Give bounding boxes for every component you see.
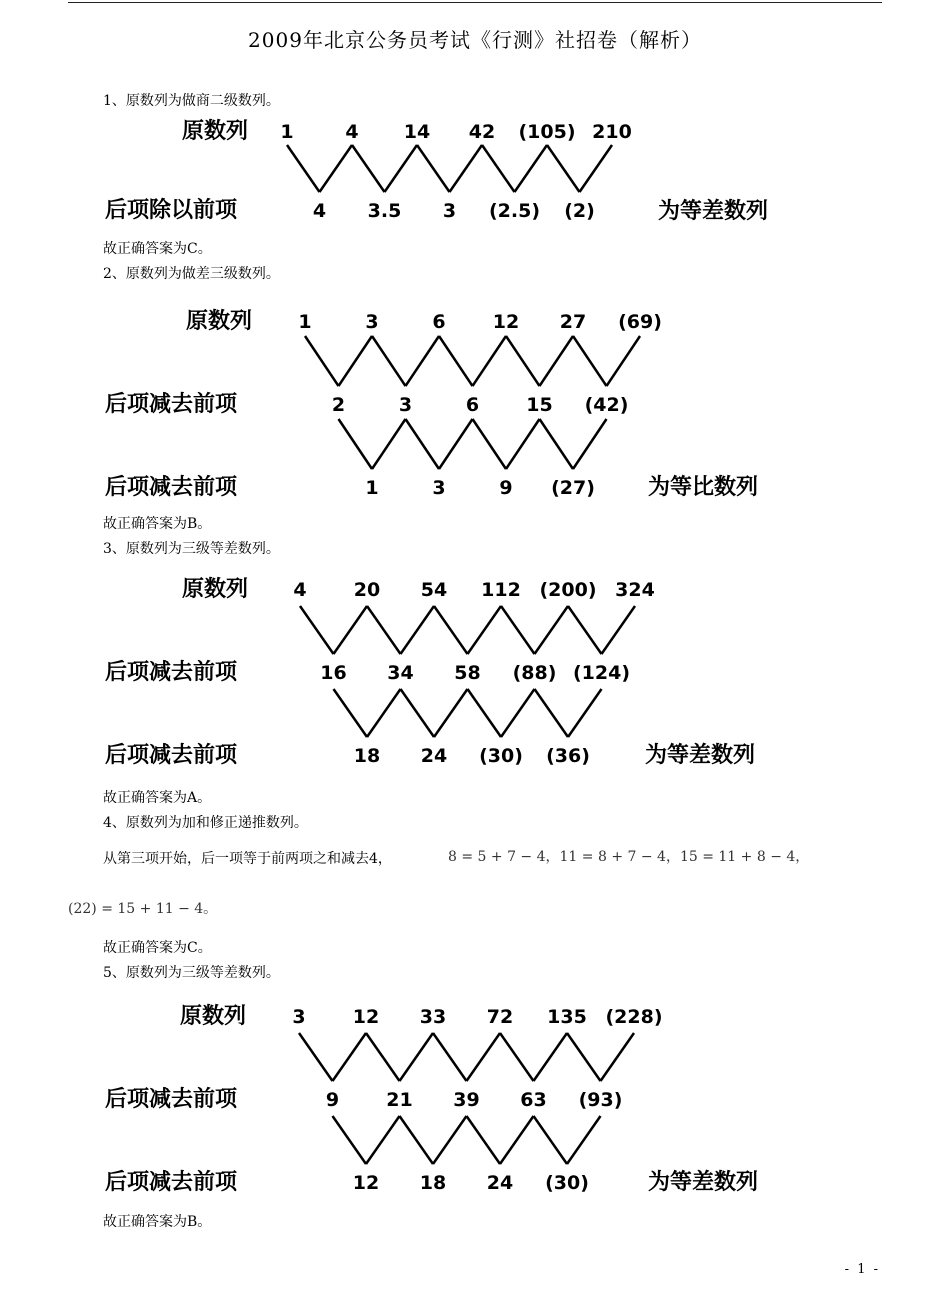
- q4-formula-1: 8 = 5 + 7 − 4，11 = 8 + 7 − 4，15 = 11 + 8 − 4，: [448, 849, 810, 865]
- q1-row-0-value-4: (105): [518, 121, 576, 143]
- q1-zigzag-0-down-2: [417, 145, 450, 192]
- q3-zigzag-1-up-3: [568, 689, 602, 737]
- q2-zigzag-1-down-0: [339, 419, 373, 469]
- q5-diagram: [0, 993, 950, 1203]
- q3-row-1-label: 后项减去前项: [105, 659, 238, 685]
- q3-row-0-value-5: 324: [615, 579, 655, 601]
- q3-zigzag-1-down-0: [334, 689, 368, 737]
- q5-zigzag-1-up-3: [567, 1116, 601, 1164]
- q1-row-1-value-3: (2.5): [488, 200, 541, 222]
- q5-row-0-value-2: 33: [419, 1006, 447, 1028]
- q3-zigzag-1-up-1: [434, 689, 468, 737]
- q5-row-0-value-3: 72: [486, 1006, 514, 1028]
- q3-row-2-value-1: 24: [420, 745, 448, 767]
- q1-zigzag-0-up-0: [320, 145, 353, 192]
- q5-zigzag-0-down-1: [366, 1033, 400, 1081]
- q5-zigzag-0-up-3: [534, 1033, 568, 1081]
- q1-row-1-value-2: 3: [442, 200, 457, 222]
- q3-row-1-value-3: (88): [512, 662, 557, 684]
- q5-row-0-value-5: (228): [605, 1006, 663, 1028]
- q1-zigzag-0-down-3: [482, 145, 515, 192]
- q3-intro: 3、原数列为三级等差数列。: [103, 541, 280, 557]
- q1-row-1-label: 后项除以前项: [105, 197, 238, 223]
- q3-zigzag-0-up-0: [334, 606, 368, 654]
- q3-zigzag-1-down-1: [401, 689, 435, 737]
- q5-zigzag-1-down-2: [467, 1116, 501, 1164]
- q2-row-0-value-2: 6: [432, 311, 446, 333]
- q1-zigzag-0-up-2: [450, 145, 483, 192]
- q1-row-1-value-0: 4: [312, 200, 327, 222]
- q2-zigzag-0-down-0: [305, 336, 339, 386]
- q2-zigzag-0-down-4: [573, 336, 607, 386]
- q2-row-1-value-3: 15: [526, 394, 553, 416]
- q3-zigzag-0-down-1: [367, 606, 401, 654]
- q3-zigzag-1-down-3: [535, 689, 569, 737]
- q5-zigzag-1-up-2: [500, 1116, 534, 1164]
- q1-zigzag-0-down-1: [352, 145, 385, 192]
- q2-row-0-value-1: 3: [365, 311, 379, 333]
- page-number: - 1 -: [844, 1262, 880, 1277]
- q3-row-2-value-0: 18: [353, 745, 381, 767]
- q2-row-2-value-3: (27): [551, 477, 595, 499]
- q3-row-2-label: 后项减去前项: [105, 742, 238, 768]
- q5-answer: 故正确答案为B。: [103, 1214, 212, 1230]
- q3-conclusion: 为等差数列: [645, 742, 756, 768]
- q5-row-2-value-3: (30): [545, 1172, 589, 1194]
- q2-intro: 2、原数列为做差三级数列。: [103, 266, 280, 282]
- q3-zigzag-0-down-0: [300, 606, 334, 654]
- q1-answer: 故正确答案为C。: [103, 241, 212, 257]
- q2-zigzag-0-down-2: [439, 336, 473, 386]
- q3-zigzag-1-down-2: [468, 689, 502, 737]
- q5-zigzag-0-down-0: [299, 1033, 333, 1081]
- q1-conclusion: 为等差数列: [658, 198, 769, 224]
- q5-zigzag-0-down-2: [433, 1033, 467, 1081]
- q5-zigzag-1-up-0: [366, 1116, 400, 1164]
- q2-zigzag-1-down-1: [406, 419, 440, 469]
- q2-row-0-value-0: 1: [298, 311, 312, 333]
- q4-formula-2-body: (22) = 15 + 11 − 4: [68, 901, 204, 917]
- q5-row-1-label: 后项减去前项: [105, 1086, 238, 1112]
- q2-zigzag-0-up-1: [406, 336, 440, 386]
- q2-zigzag-1-up-0: [372, 419, 406, 469]
- q2-zigzag-0-up-0: [339, 336, 373, 386]
- q2-row-0-value-4: 27: [559, 311, 587, 333]
- q3-zigzag-1-up-0: [367, 689, 401, 737]
- q1-row-0-value-0: 1: [280, 121, 294, 143]
- q5-intro: 5、原数列为三级等差数列。: [103, 965, 280, 981]
- q3-zigzag-0-up-4: [602, 606, 636, 654]
- header-rule: [68, 2, 882, 3]
- q2-zigzag-1-up-2: [506, 419, 540, 469]
- q5-row-2-value-2: 24: [486, 1172, 514, 1194]
- q4-explanation: 从第三项开始，后一项等于前两项之和减去4，: [103, 851, 392, 867]
- q2-zigzag-1-up-1: [439, 419, 473, 469]
- q5-row-2-label: 后项减去前项: [105, 1169, 238, 1195]
- q3-zigzag-0-down-4: [568, 606, 602, 654]
- q5-zigzag-0-up-1: [400, 1033, 434, 1081]
- q1-row-0-value-1: 4: [345, 121, 359, 143]
- q2-zigzag-0-up-2: [473, 336, 507, 386]
- q2-answer: 故正确答案为B。: [103, 516, 212, 532]
- q1-row-0-value-3: 42: [468, 121, 496, 143]
- q5-row-1-value-0: 9: [325, 1089, 340, 1111]
- q2-row-0-label: 原数列: [186, 308, 253, 334]
- q5-row-0-value-1: 12: [352, 1006, 380, 1028]
- q5-row-1-value-1: 21: [386, 1089, 413, 1111]
- q3-row-0-value-4: (200): [539, 579, 597, 601]
- q3-row-0-value-3: 112: [481, 579, 521, 601]
- q5-row-0-value-0: 3: [292, 1006, 306, 1028]
- q5-row-0-value-4: 135: [547, 1006, 587, 1028]
- q5-zigzag-1-down-3: [534, 1116, 568, 1164]
- q5-zigzag-0-down-4: [567, 1033, 601, 1081]
- q5-row-1-value-2: 39: [453, 1089, 480, 1111]
- q3-row-2-value-2: (30): [479, 745, 523, 767]
- q5-row-0-label: 原数列: [180, 1003, 247, 1029]
- q2-row-1-value-1: 3: [398, 394, 413, 416]
- q1-row-1-value-1: 3.5: [367, 200, 402, 222]
- q2-zigzag-1-down-3: [540, 419, 574, 469]
- q3-row-0-value-1: 20: [353, 579, 381, 601]
- q3-row-0-label: 原数列: [182, 576, 249, 602]
- q2-row-1-value-0: 2: [331, 394, 346, 416]
- q2-row-0-value-5: (69): [618, 311, 662, 333]
- q3-row-1-value-0: 16: [320, 662, 347, 684]
- q3-row-1-value-1: 34: [387, 662, 414, 684]
- q2-zigzag-0-down-3: [506, 336, 540, 386]
- q2-row-1-value-4: (42): [584, 394, 629, 416]
- q2-row-2-value-2: 9: [499, 477, 513, 499]
- q2-row-2-label: 后项减去前项: [105, 474, 238, 500]
- q3-zigzag-1-up-2: [501, 689, 535, 737]
- q2-row-1-label: 后项减去前项: [105, 391, 238, 417]
- q1-diagram: [0, 112, 950, 232]
- q2-conclusion: 为等比数列: [648, 474, 759, 500]
- q3-zigzag-0-down-3: [501, 606, 535, 654]
- page-title: 2009年北京公务员考试《行测》社招卷（解析）: [248, 28, 702, 52]
- q4-formula-2: [68, 898, 217, 918]
- q5-zigzag-0-up-0: [333, 1033, 367, 1081]
- q1-zigzag-0-up-3: [515, 145, 548, 192]
- q1-zigzag-0-up-1: [385, 145, 418, 192]
- q3-row-0-value-2: 54: [420, 579, 448, 601]
- q4-formula-2-end: 。: [203, 901, 218, 917]
- q5-row-1-value-4: (93): [578, 1089, 623, 1111]
- q3-zigzag-0-up-2: [468, 606, 502, 654]
- q2-row-1-value-2: 6: [465, 394, 480, 416]
- q1-row-0-value-2: 14: [403, 121, 431, 143]
- q3-zigzag-0-down-2: [434, 606, 468, 654]
- q5-zigzag-1-up-1: [433, 1116, 467, 1164]
- q1-zigzag-0-down-4: [547, 145, 580, 192]
- q1-zigzag-0-up-4: [580, 145, 613, 192]
- q5-zigzag-0-down-3: [500, 1033, 534, 1081]
- q3-zigzag-0-up-1: [401, 606, 435, 654]
- q1-intro: 1、原数列为做商二级数列。: [103, 93, 280, 109]
- q5-zigzag-0-up-2: [467, 1033, 501, 1081]
- q4-intro: 4、原数列为加和修正递推数列。: [103, 815, 308, 831]
- q2-zigzag-0-up-4: [607, 336, 641, 386]
- q5-conclusion: 为等差数列: [648, 1169, 759, 1195]
- q3-row-1-value-2: 58: [454, 662, 481, 684]
- q1-row-0-value-5: 210: [592, 121, 632, 143]
- q3-row-2-value-3: (36): [546, 745, 590, 767]
- q2-row-0-value-3: 12: [492, 311, 520, 333]
- q5-row-2-value-0: 12: [352, 1172, 380, 1194]
- q5-row-2-value-1: 18: [419, 1172, 447, 1194]
- q2-row-2-value-1: 3: [432, 477, 446, 499]
- q3-answer: 故正确答案为A。: [103, 790, 212, 806]
- q3-diagram: [0, 566, 950, 781]
- q2-zigzag-1-up-3: [573, 419, 607, 469]
- q1-row-1-value-4: (2): [564, 200, 595, 222]
- q1-row-0-label: 原数列: [182, 118, 249, 144]
- q3-row-0-value-0: 4: [293, 579, 307, 601]
- q3-zigzag-0-up-3: [535, 606, 569, 654]
- q3-row-1-value-4: (124): [572, 662, 631, 684]
- q4-answer: 故正确答案为C。: [103, 940, 212, 956]
- q2-row-2-value-0: 1: [365, 477, 379, 499]
- q5-zigzag-0-up-4: [601, 1033, 635, 1081]
- q1-zigzag-0-down-0: [287, 145, 320, 192]
- q2-zigzag-1-down-2: [473, 419, 507, 469]
- q5-zigzag-1-down-1: [400, 1116, 434, 1164]
- q2-zigzag-0-down-1: [372, 336, 406, 386]
- q2-zigzag-0-up-3: [540, 336, 574, 386]
- q5-zigzag-1-down-0: [333, 1116, 367, 1164]
- q5-row-1-value-3: 63: [520, 1089, 547, 1111]
- q2-diagram: [0, 298, 950, 508]
